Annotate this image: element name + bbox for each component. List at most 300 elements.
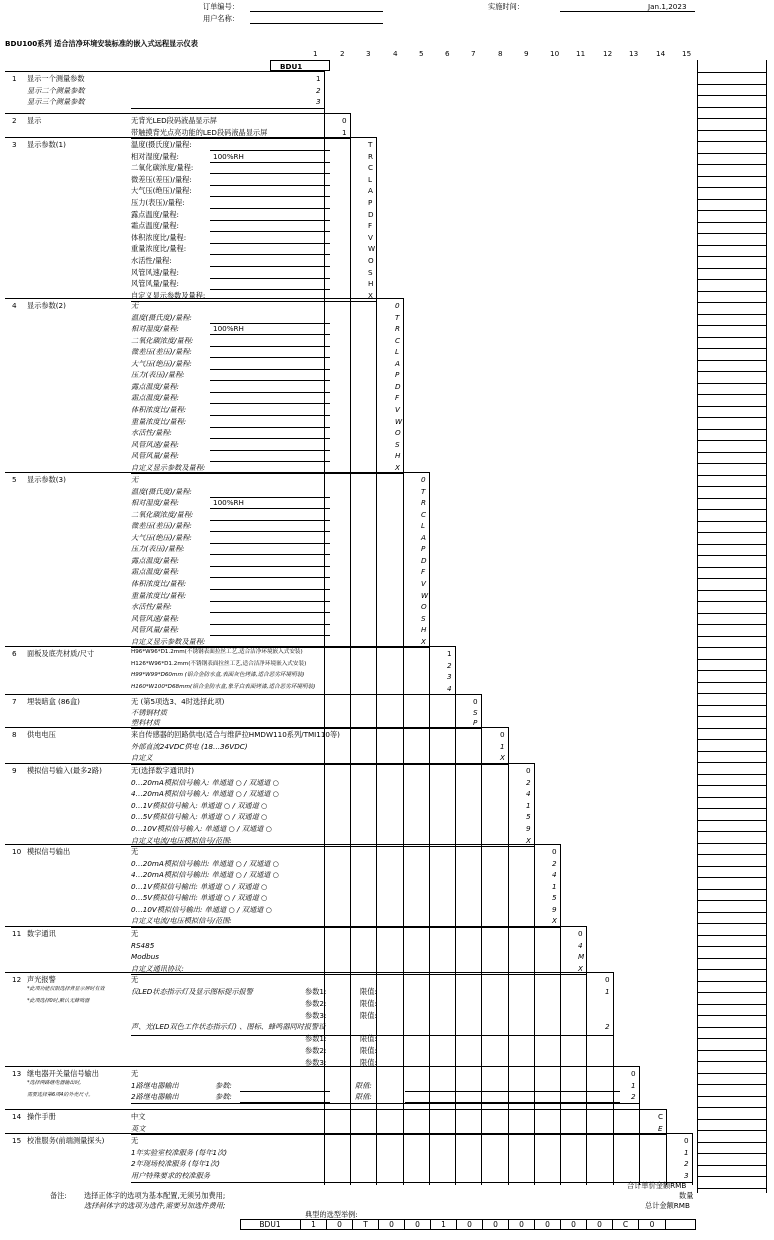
option-label: 0…5V模拟信号输入: 单通道 ○ / 双通道 ○ — [131, 812, 268, 822]
rule — [697, 141, 766, 142]
section-number: 3 — [12, 140, 17, 149]
option-label: 温度(摄氏度)/量程: — [131, 486, 192, 496]
rule — [697, 716, 766, 717]
rule — [666, 1109, 667, 1134]
column-number: 8 — [498, 49, 503, 58]
option-code: L — [368, 174, 373, 184]
page-title: BDU100系列 适合洁净环境安装标准的嵌入式远程显示仪表 — [5, 39, 198, 48]
example-cell: 0 — [639, 1220, 666, 1229]
option-code: 1 — [500, 741, 505, 751]
option-code: V — [395, 404, 400, 414]
rule — [697, 187, 766, 188]
rule — [697, 383, 766, 384]
range-input[interactable] — [210, 438, 330, 439]
range-input[interactable] — [210, 392, 330, 393]
option-code: O — [395, 428, 401, 438]
date-field[interactable] — [560, 11, 695, 12]
option-code: 4 — [578, 940, 583, 950]
param-label: 参数1: — [305, 987, 327, 996]
option-label: 中文 — [131, 1112, 146, 1121]
range-input[interactable] — [210, 450, 330, 451]
rule — [697, 429, 766, 430]
order-number-field[interactable] — [250, 11, 383, 12]
rule — [586, 974, 587, 1185]
option-code: 0 — [500, 730, 505, 739]
option-label: 无 — [131, 1136, 139, 1145]
rule — [697, 394, 766, 395]
rule — [697, 624, 766, 625]
option-label: H160*W100*D68mm(铝合金防水盒,象牙白表面烤漆,适合恶劣环境明装) — [131, 683, 316, 690]
rule — [697, 682, 766, 683]
rule — [697, 1176, 766, 1177]
option-label: 相对湿度/量程: — [131, 151, 179, 161]
option-code: H — [395, 451, 401, 461]
option-code: W — [368, 244, 376, 254]
rule — [697, 854, 766, 855]
option-code: 1 — [552, 881, 557, 891]
rule — [697, 475, 766, 476]
rule — [697, 728, 766, 729]
option-code: A — [395, 358, 400, 368]
range-input[interactable] — [210, 334, 330, 335]
rule — [697, 84, 766, 85]
option-code: 1 — [684, 1147, 689, 1157]
rule — [692, 1133, 693, 1182]
option-code: D — [421, 555, 427, 565]
param-label: 参数: — [215, 1092, 232, 1102]
rule — [697, 877, 766, 878]
option-code: C — [658, 1112, 664, 1121]
range-input[interactable] — [210, 346, 330, 347]
option-code: 0 — [526, 766, 531, 775]
option-code: X — [578, 963, 583, 973]
option-label: 显示三个测量参数 — [27, 97, 85, 107]
option-code: 4 — [447, 683, 452, 693]
rule — [697, 498, 766, 499]
option-code: 1 — [526, 800, 531, 810]
range-input[interactable] — [210, 508, 330, 509]
rule — [5, 1109, 666, 1110]
option-label: H99*W99*D60mm (铝合金防水盒,表面灰色烤漆,适合恶劣环境明装) — [131, 672, 305, 678]
example-cell: 0 — [457, 1220, 483, 1229]
option-label: 无(选择数字通讯时) — [131, 766, 195, 775]
option-code: 9 — [526, 824, 531, 833]
option-label: 压力(表压)/量程: — [131, 544, 185, 554]
rule — [697, 1130, 766, 1131]
option-label: 压力(表压)/量程: — [131, 370, 185, 380]
option-code: A — [421, 532, 426, 542]
option-label: H126*W96*D1.2mm(不锈钢表面拉丝工艺,适合洁净环境嵌入式安装) — [131, 660, 307, 667]
option-code: H — [368, 279, 374, 289]
range-input[interactable] — [210, 427, 330, 428]
column-number: 15 — [682, 49, 692, 58]
param-input[interactable] — [240, 1102, 330, 1103]
option-code: 1 — [605, 987, 610, 996]
rule — [697, 1165, 766, 1166]
quantity-label: 数量 — [679, 1191, 694, 1200]
range-input[interactable] — [210, 566, 330, 567]
option-label: 水活性/量程: — [131, 428, 172, 438]
rule — [481, 728, 482, 1186]
rule — [5, 472, 429, 473]
option-label: Modbus — [131, 952, 160, 962]
option-label: 二氧化碳浓度/量程: — [131, 509, 194, 519]
rule — [697, 935, 766, 936]
rule — [697, 291, 766, 292]
section-note: *此项选择0时,默认无蜂鸣器 — [27, 998, 90, 1004]
option-code: R — [395, 324, 400, 334]
rule — [376, 137, 377, 301]
range-input[interactable] — [210, 185, 330, 186]
option-code: D — [368, 209, 374, 219]
range-input[interactable] — [210, 369, 330, 370]
option-label: 水活性/量程: — [131, 256, 172, 265]
rule — [697, 762, 766, 763]
limit-label: 限值: — [355, 1080, 372, 1090]
rule — [403, 298, 404, 473]
option-label: 自定义显示参数及量程: — [131, 462, 206, 472]
option-label: 带触摸背光点亮功能的LED段码液晶显示屏 — [131, 127, 268, 137]
option-code: 0 — [631, 1069, 636, 1078]
rule — [131, 1182, 692, 1183]
example-cell: BDU1 — [240, 1220, 301, 1229]
option-label: 0…10V模拟信号输入: 单通道 ○ / 双通道 ○ — [131, 824, 272, 833]
option-code: X — [552, 916, 557, 926]
rule — [697, 348, 766, 349]
option-code: 3 — [447, 672, 452, 681]
option-label: 4…20mA模拟信号输出: 单通道 ○ / 双通道 ○ — [131, 870, 279, 880]
option-label: 0…10V模拟信号输出: 单通道 ○ / 双通道 ○ — [131, 904, 272, 914]
option-code: C — [421, 509, 427, 519]
range-input[interactable] — [210, 415, 330, 416]
range-input[interactable] — [210, 162, 330, 163]
param-label: 参数3: — [305, 1011, 327, 1020]
limit-input[interactable] — [405, 1102, 620, 1103]
date-value: Jan.1,2023 — [648, 2, 687, 11]
rule — [697, 912, 766, 913]
rule — [697, 567, 766, 568]
option-label: 自定义电流/电压模拟信号/范围: — [131, 916, 232, 926]
rule — [697, 900, 766, 901]
rule — [697, 751, 766, 752]
option-code: H — [421, 625, 427, 635]
user-name-field[interactable] — [250, 23, 383, 24]
rule — [429, 647, 430, 1185]
unit-price-label: 合计单价金额RMB — [627, 1181, 687, 1190]
option-label: 温度(摄氏度)/量程: — [131, 312, 192, 322]
option-label: 无 — [131, 975, 139, 984]
option-label: 重量浓度比/量程: — [131, 244, 187, 254]
option-code: T — [395, 312, 400, 322]
rule — [697, 693, 766, 694]
option-label: 塑料材质 — [131, 718, 160, 727]
notes-line1: 选择正体字的选项为基本配置,无须另加费用; — [84, 1191, 226, 1200]
option-label: 风管风速/量程: — [131, 439, 179, 449]
option-label: 水活性/量程: — [131, 602, 172, 612]
rule — [639, 1066, 640, 1103]
option-code: 0 — [342, 116, 347, 125]
option-label: 露点温度/量程: — [131, 555, 179, 565]
limit-label: 限值: — [360, 987, 377, 996]
example-cell: 1 — [301, 1220, 327, 1229]
limit-label: 限值: — [355, 1092, 372, 1102]
rule — [5, 646, 455, 647]
rule — [697, 889, 766, 890]
rule — [131, 108, 324, 109]
option-label: 微差压(差压)/量程: — [131, 347, 192, 357]
range-input[interactable] — [210, 380, 330, 381]
rule — [5, 71, 324, 72]
option-value: 100%RH — [213, 151, 244, 161]
rule — [5, 113, 350, 114]
rule — [131, 473, 403, 474]
range-input[interactable] — [210, 289, 330, 290]
rule — [131, 301, 376, 302]
rule — [697, 1119, 766, 1120]
option-label: 用户特殊要求的校准服务 — [131, 1171, 211, 1181]
option-code: V — [421, 578, 426, 588]
option-code: 1 — [631, 1080, 636, 1090]
option-code: 1 — [447, 649, 452, 658]
option-value: 100%RH — [213, 498, 244, 508]
option-label: 1年实验室校准服务 (每年1次) — [131, 1147, 228, 1157]
option-code: 2 — [316, 85, 321, 95]
param-input[interactable] — [240, 1091, 330, 1092]
rule — [697, 1188, 766, 1189]
rule — [697, 670, 766, 671]
option-code: 2 — [526, 777, 531, 787]
rule — [697, 256, 766, 257]
range-input[interactable] — [210, 208, 330, 209]
date-label: 实施时间： — [488, 2, 524, 11]
column-number: 6 — [445, 49, 450, 58]
option-label: 外部直流24VDC供电 (18…36VDC) — [131, 741, 248, 751]
column-number: 9 — [524, 49, 529, 58]
section-number: 12 — [12, 975, 22, 984]
range-input[interactable] — [210, 196, 330, 197]
rule — [5, 1133, 692, 1134]
option-code: 5 — [552, 893, 557, 903]
user-name-label: 用户名称： — [203, 14, 239, 23]
rule — [766, 60, 767, 1193]
option-code: 0 — [421, 475, 426, 484]
rule — [697, 831, 766, 832]
rule — [508, 764, 509, 1186]
range-input[interactable] — [210, 254, 330, 255]
option-code: W — [421, 590, 429, 600]
rule — [697, 797, 766, 798]
rule — [697, 72, 766, 73]
option-code: F — [421, 567, 426, 577]
example-cell: 0 — [379, 1220, 405, 1229]
option-label: 二氧化碳浓度/量程: — [131, 163, 194, 173]
rule — [324, 108, 325, 1185]
rule — [613, 972, 614, 1035]
rule — [697, 153, 766, 154]
example-cell: 1 — [431, 1220, 457, 1229]
option-label: 压力(表压)/量程: — [131, 198, 185, 207]
option-code: X — [421, 636, 426, 646]
rule — [666, 1134, 667, 1185]
rule — [429, 472, 430, 647]
option-code: 4 — [552, 870, 557, 880]
option-label: 1路继电器输出 — [131, 1080, 179, 1090]
rule — [697, 981, 766, 982]
range-input[interactable] — [210, 461, 330, 462]
option-label: 风管风速/量程: — [131, 267, 179, 277]
example-cell: 0 — [509, 1220, 535, 1229]
option-label: 自定义显示参数及量程: — [131, 636, 206, 646]
section-number: 9 — [12, 766, 17, 775]
rule — [350, 113, 351, 138]
option-label: 显示一个测量参数 — [27, 74, 85, 83]
example-cell: 0 — [483, 1220, 509, 1229]
range-input[interactable] — [210, 612, 330, 613]
option-label: 二氧化碳浓度/量程: — [131, 335, 194, 345]
option-label: 英文 — [131, 1123, 146, 1133]
option-code: S — [368, 267, 373, 277]
range-input[interactable] — [210, 589, 330, 590]
column-number: 7 — [471, 49, 476, 58]
option-label: 重量浓度比/量程: — [131, 416, 187, 426]
range-input[interactable] — [210, 624, 330, 625]
option-code: P — [395, 370, 400, 380]
rule — [697, 440, 766, 441]
rule — [692, 1182, 693, 1185]
column-number: 4 — [393, 49, 398, 58]
option-code: 1 — [316, 74, 321, 83]
option-code: 0 — [395, 301, 400, 310]
column-number: 12 — [603, 49, 613, 58]
option-code: X — [500, 753, 505, 762]
example-cell: 0 — [587, 1220, 613, 1229]
section-title: 显示 — [27, 116, 42, 125]
option-label: 自定义电流/电压模拟信号/范围: — [131, 835, 232, 845]
option-code: 9 — [552, 904, 557, 914]
option-label: 来自传感器的回路供电(适合与维萨拉HMDW110系列/TMI110等) — [131, 730, 340, 739]
option-code: 2 — [684, 1159, 689, 1169]
rule — [697, 118, 766, 119]
section-title: 声光报警 — [27, 975, 56, 984]
rule — [534, 846, 535, 1185]
rule — [697, 1073, 766, 1074]
column-number: 11 — [576, 49, 586, 58]
range-input[interactable] — [210, 577, 330, 578]
range-input[interactable] — [210, 243, 330, 244]
rule — [697, 406, 766, 407]
rule — [697, 923, 766, 924]
section-note: 需要选择第6项4的外壳尺寸。 — [27, 1092, 94, 1098]
range-input[interactable] — [210, 403, 330, 404]
option-code: S — [421, 613, 426, 623]
range-input[interactable] — [210, 278, 330, 279]
option-label: 风管风量/量程: — [131, 625, 179, 635]
rule — [350, 138, 351, 1185]
rule — [697, 1027, 766, 1028]
notes-line2: 选择斜体字的选项为选件,需要另加选件费用; — [84, 1201, 226, 1210]
range-input[interactable] — [210, 520, 330, 521]
option-label: 2路继电器输出 — [131, 1092, 179, 1102]
rule — [5, 727, 508, 728]
rule — [697, 452, 766, 453]
column-number: 14 — [656, 49, 666, 58]
rule — [697, 371, 766, 372]
option-code: S — [395, 439, 400, 449]
section-number: 7 — [12, 697, 17, 706]
rule — [697, 1107, 766, 1108]
rule — [697, 946, 766, 947]
option-label: H96*W96*D1.2mm(不锈钢表面拉丝工艺,适合洁净环境嵌入式安装) — [131, 649, 303, 655]
option-label: 微差压(差压)/量程: — [131, 174, 192, 184]
rule — [697, 210, 766, 211]
rule — [697, 60, 698, 1193]
option-code: V — [368, 232, 373, 242]
option-label: 无 (第5项选3、4时选择此项) — [131, 697, 225, 706]
rule — [697, 820, 766, 821]
range-input[interactable] — [210, 601, 330, 602]
option-label: 大气压(绝压)/量程: — [131, 532, 192, 542]
rule — [697, 463, 766, 464]
rule — [697, 992, 766, 993]
limit-input[interactable] — [405, 1091, 620, 1092]
section-title: 数字通讯 — [27, 929, 56, 938]
option-label: 显示二个测量参数 — [27, 85, 85, 95]
rule — [560, 844, 561, 927]
range-input[interactable] — [210, 173, 330, 174]
range-input[interactable] — [210, 357, 330, 358]
section-title: 继电器开关量信号输出 — [27, 1069, 99, 1078]
range-input[interactable] — [210, 543, 330, 544]
rule — [697, 164, 766, 165]
range-input[interactable] — [210, 266, 330, 267]
range-input[interactable] — [210, 531, 330, 532]
option-code: O — [368, 256, 374, 265]
rule — [534, 763, 535, 846]
rule — [455, 694, 456, 1185]
option-label: 相对湿度/量程: — [131, 498, 179, 508]
option-label: 无 — [131, 475, 139, 484]
range-input[interactable] — [210, 554, 330, 555]
range-input[interactable] — [210, 220, 330, 221]
range-input[interactable] — [210, 150, 330, 151]
range-input[interactable] — [210, 231, 330, 232]
range-input[interactable] — [210, 635, 330, 636]
option-label: 无 — [131, 847, 139, 856]
notes-label: 备注: — [50, 1191, 67, 1200]
option-code: P — [421, 544, 426, 554]
option-code: W — [395, 416, 403, 426]
section-title: 显示参数(1) — [27, 140, 66, 149]
section-title: 供电电压 — [27, 730, 56, 739]
option-label: 露点温度/量程: — [131, 209, 179, 219]
column-number: 13 — [629, 49, 639, 58]
rule — [697, 233, 766, 234]
option-code: 2 — [605, 1022, 610, 1031]
option-label: 微差压(差压)/量程: — [131, 521, 192, 531]
rule — [697, 1096, 766, 1097]
section-number: 15 — [12, 1136, 22, 1145]
option-code: 3 — [684, 1171, 689, 1181]
section-number: 5 — [12, 475, 17, 484]
rule — [697, 739, 766, 740]
column-number: 5 — [419, 49, 424, 58]
rule — [5, 972, 613, 973]
section-number: 10 — [12, 847, 22, 856]
option-label: 风管风量/量程: — [131, 279, 179, 289]
rule — [697, 1084, 766, 1085]
option-code: 2 — [552, 858, 557, 868]
rule — [697, 130, 766, 131]
